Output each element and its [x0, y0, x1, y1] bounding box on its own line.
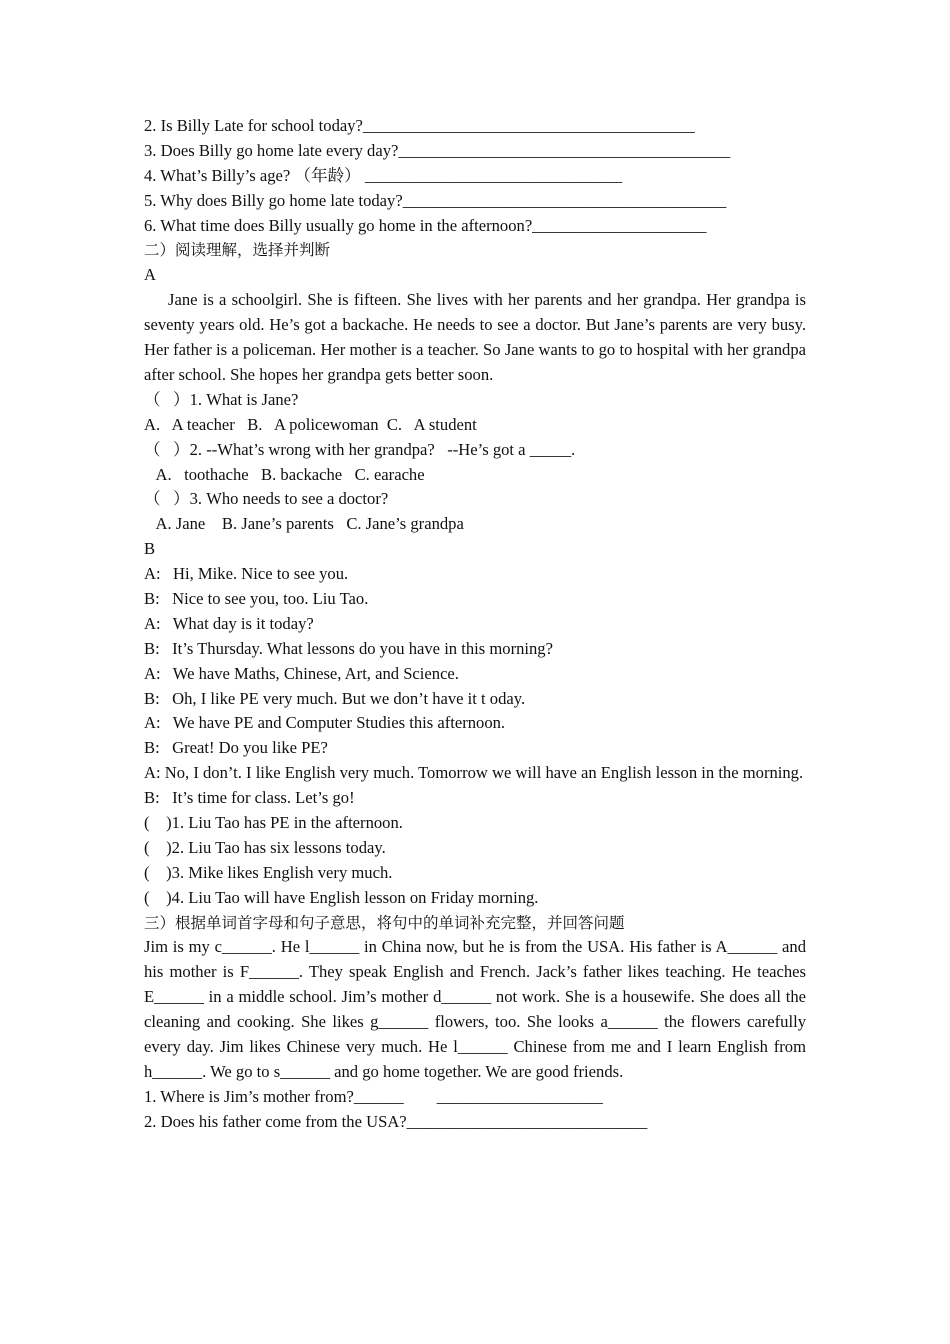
dialogue-line: A: What day is it today? — [144, 613, 314, 633]
dialogue-line: A: We have PE and Computer Studies this afternoon. — [144, 713, 506, 733]
worksheet-page — [144, 114, 806, 1135]
question-6: 6. What time does Billy usually go home in the afternoon?_____________________ — [144, 215, 707, 235]
part-a-questions — [144, 388, 806, 537]
part-b-judgements — [144, 811, 806, 911]
part-a-q3: （ ）3. Who needs to see a doctor? — [144, 489, 389, 509]
dialogue-line: B: It’s time for class. Let’s go! — [144, 788, 355, 808]
section3-passage: Jim is my c______. He l______ in China now, but he is from the USA. His father is A______ and his mother is F______. They speak English and French. Jack’s father likes teaching. He teaches E______ in a middle school. Jim’s mother d______ not work. She is a housewife. She does all the cleaning and cooking. She likes g______ flowers, too. She looks a______ the flowers carefully every day. Jim likes Chinese very much. He l______ Chinese from me and I learn English from h______. We go to s______ and go home together. We are good friends. — [144, 937, 806, 1081]
section3-heading: 三）根据单词首字母和句子意思，将句中的单词补充完整，并回答问题 — [144, 913, 625, 932]
judgement-item: ( )2. Liu Tao has six lessons today. — [144, 837, 386, 857]
part-a-q2: （ ）2. --What’s wrong with her grandpa? --He’s got a _____. — [144, 439, 576, 459]
part-a-passage: Jane is a schoolgirl. She is fifteen. She lives with her parents and her grandpa. Her grandpa is seventy years old. He’s got a backache. He needs to see a doctor. But Jane’s parents are very busy. Her father is a policeman. Her mother is a teacher. So Jane wants to go to hospital with her grandpa after school. She hopes her grandpa gets better soon. — [144, 290, 806, 384]
judgement-item: ( )4. Liu Tao will have English lesson on Friday morning. — [144, 887, 539, 907]
question-3: 3. Does Billy go home late every day?________________________________________ — [144, 140, 731, 160]
dialogue-line: B: Oh, I like PE very much. But we don’t have it t oday. — [144, 688, 526, 708]
part-b-dialogue — [144, 562, 806, 811]
question-5: 5. Why does Billy go home late today?_______________________________________ — [144, 190, 727, 210]
question-4: 4. What’s Billy’s age? （年龄） _______________________________ — [144, 165, 623, 185]
judgement-item: ( )1. Liu Tao has PE in the afternoon. — [144, 813, 403, 833]
section3-q2: 2. Does his father come from the USA?_____________________________ — [144, 1111, 648, 1131]
dialogue-line-long: A: No, I don’t. I like English very much. Tomorrow we will have an English lesson in the morning. — [144, 763, 804, 783]
question-2: 2. Is Billy Late for school today?________________________________________ — [144, 116, 695, 135]
part-b-label: B — [144, 539, 156, 559]
part-a-q1-options: A. A teacher B. A policewoman C. A student — [144, 414, 477, 434]
part1-questions — [144, 114, 806, 238]
part-a-q3-options: A. Jane B. Jane’s parents C. Jane’s grandpa — [144, 514, 464, 534]
dialogue-line: B: It’s Thursday. What lessons do you have in this morning? — [144, 638, 553, 658]
part-a-q1: （ ）1. What is Jane? — [144, 389, 299, 409]
section3-q1: 1. Where is Jim’s mother from?______ ____________________ — [144, 1086, 603, 1106]
part-a-label: A — [144, 265, 156, 285]
dialogue-line: B: Great! Do you like PE? — [144, 738, 328, 758]
section2-heading: 二）阅读理解，选择并判断 — [144, 241, 331, 260]
judgement-item: ( )3. Mike likes English very much. — [144, 862, 393, 882]
dialogue-line: A: We have Maths, Chinese, Art, and Science. — [144, 663, 459, 683]
dialogue-line: A: Hi, Mike. Nice to see you. — [144, 564, 349, 584]
part-a-q2-options: A. toothache B. backache C. earache — [144, 464, 425, 484]
section3-questions — [144, 1085, 806, 1135]
dialogue-line: B: Nice to see you, too. Liu Tao. — [144, 588, 369, 608]
